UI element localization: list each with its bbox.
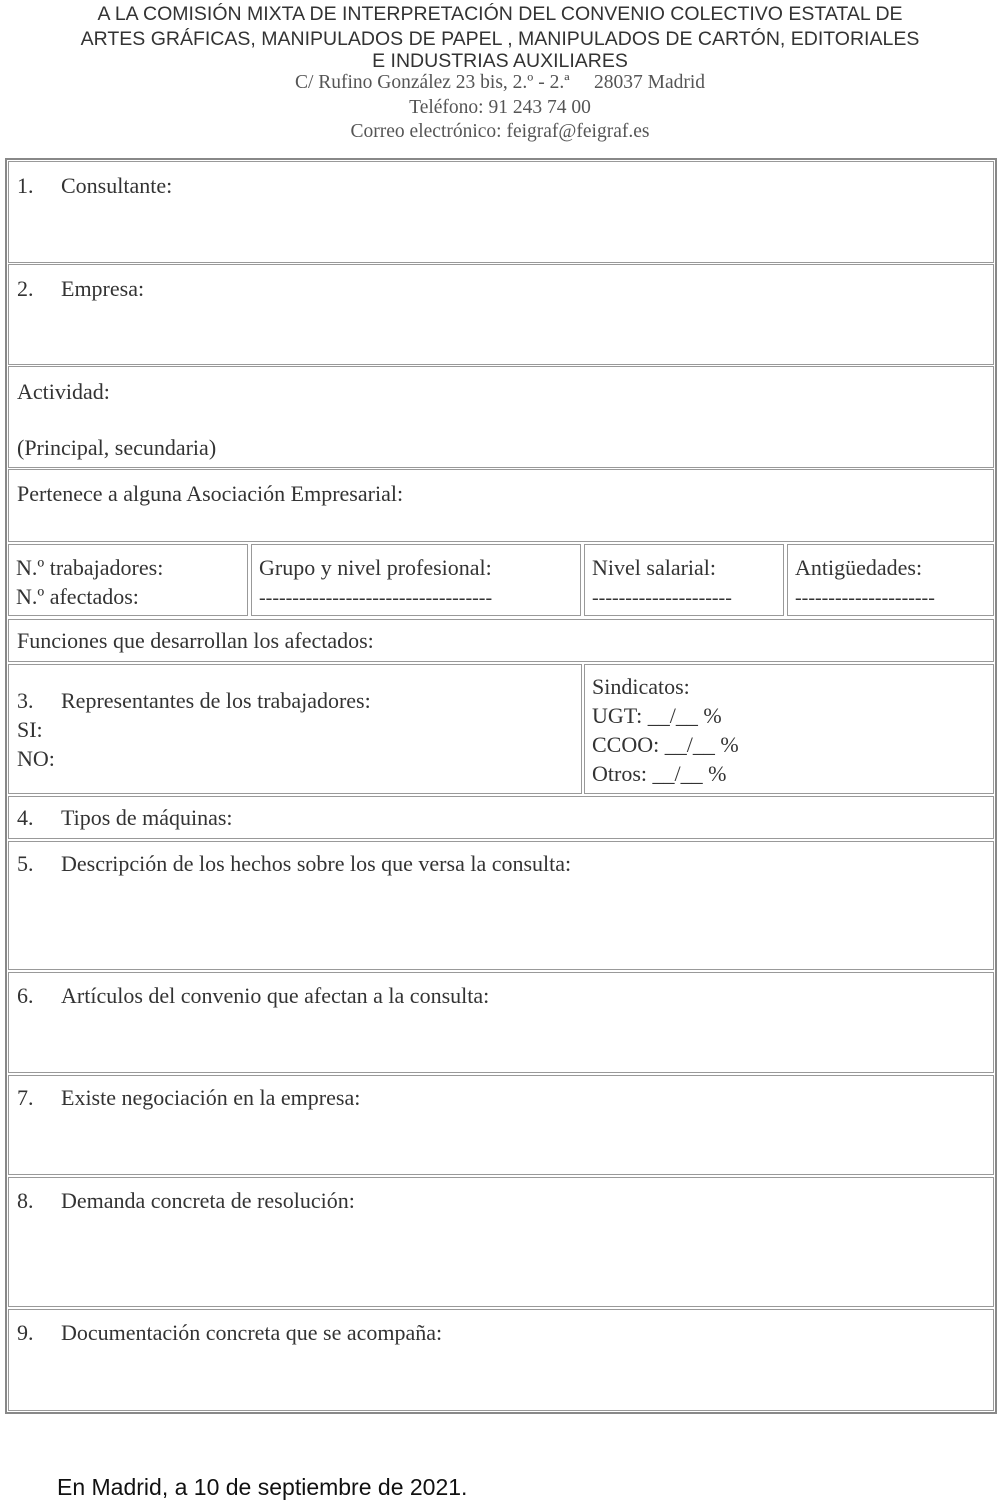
place-date-line: En Madrid, a 10 de septiembre de 2021. bbox=[57, 1474, 468, 1500]
negociacion-field[interactable] bbox=[8, 1075, 994, 1175]
asociacion-field[interactable] bbox=[8, 469, 994, 542]
afectados-label: N.º afectados: bbox=[16, 584, 139, 609]
header-phone: Teléfono: 91 243 74 00 bbox=[409, 96, 591, 118]
representantes-label bbox=[17, 687, 371, 715]
antiguedades-blank: --------------------- bbox=[795, 587, 935, 609]
otros-percentage: Otros: __/__ % bbox=[592, 761, 727, 786]
demanda-label bbox=[17, 1187, 355, 1215]
nivel-salarial-field[interactable] bbox=[584, 544, 784, 616]
empresa-field[interactable] bbox=[8, 264, 994, 365]
section-number: 1. bbox=[17, 173, 34, 198]
descripcion-label bbox=[17, 850, 571, 878]
no-label: NO: bbox=[17, 746, 55, 771]
articulos-field[interactable] bbox=[8, 972, 994, 1073]
maquinas-label bbox=[17, 804, 233, 832]
actividad-label: Actividad: bbox=[17, 379, 110, 404]
header-address: C/ Rufino González 23 bis, 2.º - 2.ª 28037 Madrid bbox=[294, 72, 706, 93]
documentacion-label bbox=[17, 1319, 442, 1347]
antiguedades-label: Antigüedades: bbox=[795, 555, 923, 580]
section-label: Existe negociación en la empresa: bbox=[61, 1085, 361, 1110]
section-number: 6. bbox=[17, 983, 34, 1008]
asociacion-label: Pertenece a alguna Asociación Empresarial: bbox=[17, 481, 404, 506]
section-number: 2. bbox=[17, 276, 34, 301]
ccoo-percentage: CCOO: __/__ % bbox=[592, 732, 739, 757]
section-number: 9. bbox=[17, 1320, 34, 1345]
header-title-line-2: ARTES GRÁFICAS, MANIPULADOS DE PAPEL , MANIPULADOS DE CARTÓN, EDITORIALES bbox=[80, 27, 920, 50]
section-number: 8. bbox=[17, 1188, 34, 1213]
header-title-line-1: A LA COMISIÓN MIXTA DE INTERPRETACIÓN DEL CONVENIO COLECTIVO ESTATAL DE bbox=[97, 3, 903, 25]
antiguedades-field[interactable] bbox=[787, 544, 994, 616]
articulos-label bbox=[17, 982, 489, 1010]
representantes-field[interactable] bbox=[8, 664, 582, 794]
section-number: 5. bbox=[17, 851, 34, 876]
section-label: Artículos del convenio que afectan a la consulta: bbox=[61, 983, 490, 1008]
funciones-field[interactable] bbox=[8, 619, 994, 662]
principal-secundaria-label: (Principal, secundaria) bbox=[17, 435, 217, 460]
demanda-field[interactable] bbox=[8, 1177, 994, 1307]
nivel-salarial-label: Nivel salarial: bbox=[592, 555, 717, 580]
documentacion-field[interactable] bbox=[8, 1309, 994, 1411]
section-number: 3. bbox=[17, 688, 34, 713]
negociacion-label bbox=[17, 1084, 360, 1112]
ugt-percentage: UGT: __/__ % bbox=[592, 703, 722, 728]
grupo-nivel-label: Grupo y nivel profesional: bbox=[259, 555, 492, 580]
maquinas-field[interactable] bbox=[8, 796, 994, 839]
sindicatos-field[interactable] bbox=[584, 664, 994, 794]
consultante-label bbox=[17, 172, 172, 200]
section-label: Descripción de los hechos sobre los que versa la consulta: bbox=[61, 851, 572, 876]
header-email: Correo electrónico: feigraf@feigraf.es bbox=[350, 121, 650, 142]
document-header bbox=[0, 2, 1000, 145]
trabajadores-field[interactable] bbox=[8, 544, 248, 616]
section-label: Tipos de máquinas: bbox=[61, 805, 233, 830]
section-label: Empresa: bbox=[61, 276, 145, 301]
funciones-label: Funciones que desarrollan los afectados: bbox=[17, 628, 374, 653]
consultante-field[interactable] bbox=[8, 161, 994, 263]
section-label: Representantes de los trabajadores: bbox=[61, 688, 371, 713]
actividad-field[interactable] bbox=[8, 366, 994, 468]
nivel-salarial-blank: --------------------- bbox=[592, 587, 732, 609]
section-label: Documentación concreta que se acompaña: bbox=[61, 1320, 443, 1345]
empresa-label bbox=[17, 275, 144, 303]
si-label: SI: bbox=[17, 717, 43, 742]
trabajadores-label: N.º trabajadores: bbox=[16, 555, 164, 580]
section-number: 4. bbox=[17, 805, 34, 830]
descripcion-field[interactable] bbox=[8, 841, 994, 970]
section-number: 7. bbox=[17, 1085, 34, 1110]
grupo-nivel-field[interactable] bbox=[251, 544, 581, 616]
sindicatos-label: Sindicatos: bbox=[592, 674, 690, 699]
section-label: Consultante: bbox=[61, 173, 173, 198]
header-title-line-3: E INDUSTRIAS AUXILIARES bbox=[372, 50, 628, 72]
grupo-nivel-blank: ----------------------------------- bbox=[259, 587, 493, 609]
section-label: Demanda concreta de resolución: bbox=[61, 1188, 355, 1213]
